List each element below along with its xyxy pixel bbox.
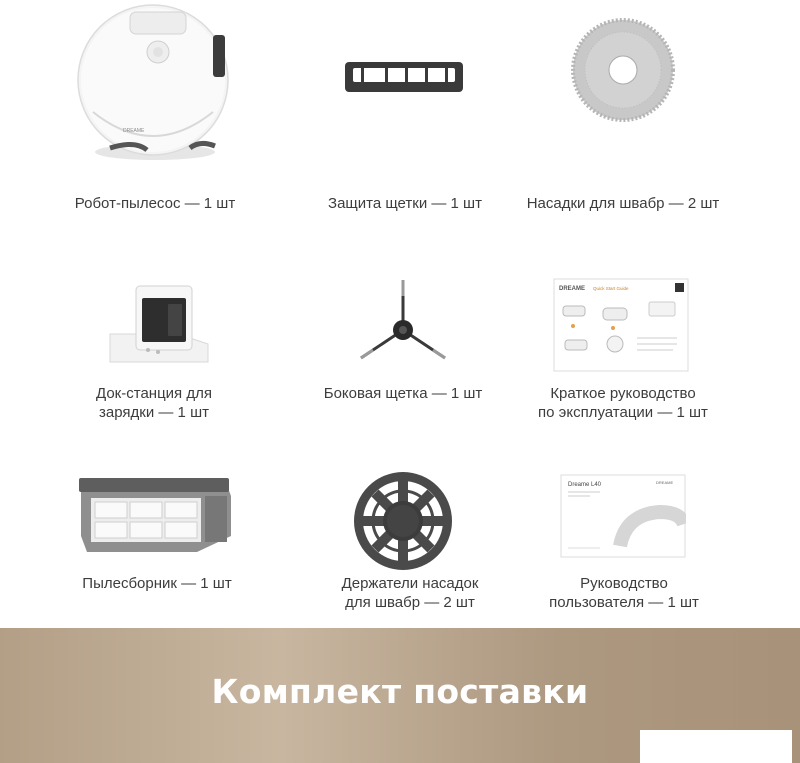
item-label: Робот-пылесос — 1 шт bbox=[74, 195, 236, 212]
item-user-manual bbox=[494, 460, 754, 620]
guide-title-text: Quick Start Guide bbox=[593, 286, 629, 291]
brush-guard-icon bbox=[343, 58, 467, 98]
banner-title: Комплект поставки bbox=[211, 672, 589, 711]
item-label: Краткое руководство по эксплуатации — 1 шт bbox=[538, 385, 708, 421]
item-mop-pads bbox=[493, 0, 753, 230]
banner bbox=[0, 628, 800, 763]
mop-holder-icon bbox=[352, 470, 454, 572]
item-label: Боковая щетка — 1 шт bbox=[323, 385, 483, 402]
item-label: Насадки для швабр — 2 шт bbox=[526, 195, 720, 212]
user-manual-icon bbox=[560, 474, 686, 558]
item-label: Пылесборник — 1 шт bbox=[82, 575, 232, 592]
manual-brand-text: DREAME bbox=[656, 480, 674, 485]
item-robot-vacuum bbox=[25, 0, 285, 230]
dock-station-icon bbox=[108, 284, 210, 364]
banner-white-strip bbox=[640, 730, 792, 763]
guide-brand-text: DREAME bbox=[559, 286, 586, 292]
item-label: Док-станция для зарядки — 1 шт bbox=[96, 385, 212, 421]
item-label: Защита щетки — 1 шт bbox=[328, 195, 482, 212]
manual-model-text: Dreame L40 bbox=[568, 482, 602, 488]
quick-guide-icon bbox=[553, 278, 689, 374]
item-label: Руководство пользователя — 1 шт bbox=[549, 575, 699, 611]
item-label: Держатели насадок для швабр — 2 шт bbox=[341, 575, 479, 611]
item-dustbin bbox=[27, 460, 287, 620]
mop-pad-icon bbox=[571, 18, 675, 122]
robot-brand-text: DREAME bbox=[123, 128, 145, 134]
robot-vacuum-icon bbox=[75, 0, 235, 165]
item-quick-guide bbox=[493, 270, 753, 430]
item-dock-station bbox=[24, 270, 284, 430]
side-brush-icon bbox=[357, 278, 449, 362]
dustbin-icon bbox=[77, 476, 237, 554]
